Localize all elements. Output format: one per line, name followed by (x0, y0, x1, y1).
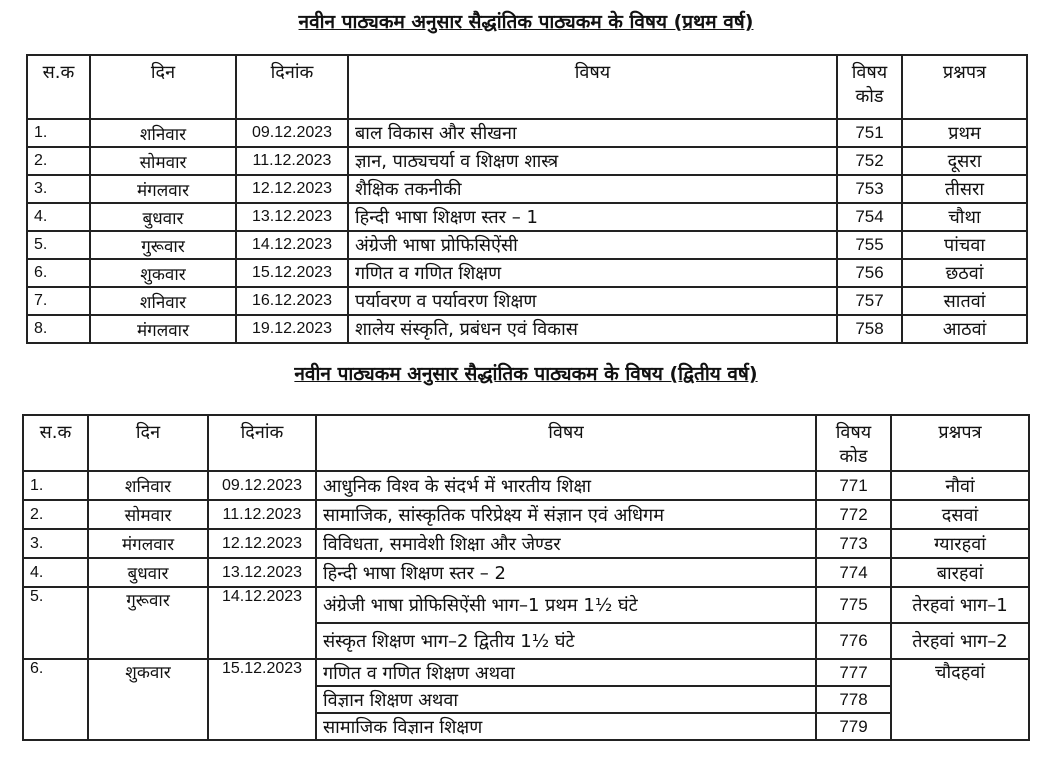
cell-day: सोमवार (90, 147, 236, 175)
cell-subject: गणित व गणित शिक्षण (348, 259, 837, 287)
cell-subject: हिन्दी भाषा शिक्षण स्तर – 1 (348, 203, 837, 231)
cell-day: शुकवार (88, 659, 208, 740)
cell-code: 752 (837, 147, 902, 175)
cell-paper: तेरहवां भाग–1 (891, 587, 1029, 623)
cell-code: 779 (816, 713, 891, 740)
cell-day: सोमवार (88, 500, 208, 529)
cell-subject: शैक्षिक तकनीकी (348, 175, 837, 203)
cell-date: 12.12.2023 (236, 175, 348, 203)
cell-paper: पांचवा (902, 231, 1027, 259)
table-row (23, 558, 1029, 587)
table-row (27, 203, 1027, 231)
cell-code: 778 (816, 686, 891, 713)
cell-code: 758 (837, 315, 902, 343)
cell-day: बुधवार (88, 558, 208, 587)
cell-sno: 7. (27, 287, 90, 315)
table-row (27, 315, 1027, 343)
cell-code: 777 (816, 659, 891, 686)
cell-paper: आठवां (902, 315, 1027, 343)
table-row (27, 231, 1027, 259)
table-row (23, 500, 1029, 529)
cell-sno: 3. (23, 529, 88, 558)
cell-day: शनिवार (90, 287, 236, 315)
table-row (23, 471, 1029, 500)
cell-code: 771 (816, 471, 891, 500)
header-date: दिनांक (208, 415, 316, 471)
cell-paper: छठवां (902, 259, 1027, 287)
header-code-line2: कोड (839, 446, 868, 467)
header-day: दिन (90, 55, 236, 119)
header-subject: विषय (348, 55, 837, 119)
header-code (837, 55, 902, 119)
cell-sno: 8. (27, 315, 90, 343)
cell-subject: संस्कृत शिक्षण भाग–2 द्वितीय 1½ घंटे (316, 623, 816, 659)
cell-code: 775 (816, 587, 891, 623)
header-date: दिनांक (236, 55, 348, 119)
cell-subject: गणित व गणित शिक्षण अथवा (316, 659, 816, 686)
cell-date: 15.12.2023 (208, 659, 316, 740)
cell-subject: ज्ञान, पाठ्यचर्या व शिक्षण शास्त्र (348, 147, 837, 175)
second-year-title: नवीन पाठ्यकम अनुसार सैद्धांतिक पाठ्यकम के विषय (द्वितीय वर्ष) (294, 363, 758, 385)
cell-date: 11.12.2023 (208, 500, 316, 529)
cell-code: 776 (816, 623, 891, 659)
table-row (27, 287, 1027, 315)
cell-subject: विविधता, समावेशी शिक्षा और जेण्डर (316, 529, 816, 558)
second-year-table (22, 414, 1030, 741)
cell-sno: 1. (23, 471, 88, 500)
cell-date: 11.12.2023 (236, 147, 348, 175)
table-row (27, 259, 1027, 287)
header-sno: स.क (27, 55, 90, 119)
cell-code: 755 (837, 231, 902, 259)
cell-day: मंगलवार (90, 315, 236, 343)
header-day: दिन (88, 415, 208, 471)
header-subject: विषय (316, 415, 816, 471)
table-row (27, 147, 1027, 175)
cell-subject: हिन्दी भाषा शिक्षण स्तर – 2 (316, 558, 816, 587)
table-row (23, 659, 1029, 686)
cell-date: 14.12.2023 (236, 231, 348, 259)
cell-day: शुकवार (90, 259, 236, 287)
cell-paper: चौथा (902, 203, 1027, 231)
cell-paper: ग्यारहवां (891, 529, 1029, 558)
cell-subject: विज्ञान शिक्षण अथवा (316, 686, 816, 713)
cell-day: शनिवार (90, 119, 236, 147)
cell-code: 757 (837, 287, 902, 315)
table-row (23, 529, 1029, 558)
cell-day: मंगलवार (88, 529, 208, 558)
cell-code: 754 (837, 203, 902, 231)
cell-paper: बारहवां (891, 558, 1029, 587)
cell-date: 12.12.2023 (208, 529, 316, 558)
cell-sno: 2. (23, 500, 88, 529)
cell-subject: शालेय संस्कृति, प्रबंधन एवं विकास (348, 315, 837, 343)
cell-date: 13.12.2023 (208, 558, 316, 587)
cell-code: 772 (816, 500, 891, 529)
cell-day: मंगलवार (90, 175, 236, 203)
cell-sno: 6. (23, 659, 88, 740)
header-paper: प्रश्नपत्र (891, 415, 1029, 471)
cell-paper: दसवां (891, 500, 1029, 529)
cell-code: 753 (837, 175, 902, 203)
cell-paper: प्रथम (902, 119, 1027, 147)
cell-day: गुरूवार (90, 231, 236, 259)
first-year-title: नवीन पाठ्यकम अनुसार सैद्धांतिक पाठ्यकम के विषय (प्रथम वर्ष) (298, 11, 754, 33)
header-sno: स.क (23, 415, 88, 471)
cell-sno: 5. (23, 587, 88, 659)
cell-date: 14.12.2023 (208, 587, 316, 659)
cell-day: बुधवार (90, 203, 236, 231)
cell-paper: चौदहवां (891, 659, 1029, 740)
cell-subject: बाल विकास और सीखना (348, 119, 837, 147)
cell-sno: 4. (23, 558, 88, 587)
cell-code: 773 (816, 529, 891, 558)
cell-code: 751 (837, 119, 902, 147)
table-row (27, 119, 1027, 147)
cell-code: 774 (816, 558, 891, 587)
first-year-table (26, 54, 1028, 344)
cell-paper: सातवां (902, 287, 1027, 315)
cell-date: 19.12.2023 (236, 315, 348, 343)
cell-day: शनिवार (88, 471, 208, 500)
cell-sno: 4. (27, 203, 90, 231)
cell-day: गुरूवार (88, 587, 208, 659)
cell-sno: 6. (27, 259, 90, 287)
cell-paper: तीसरा (902, 175, 1027, 203)
cell-paper: दूसरा (902, 147, 1027, 175)
cell-date: 13.12.2023 (236, 203, 348, 231)
cell-paper: तेरहवां भाग–2 (891, 623, 1029, 659)
cell-date: 15.12.2023 (236, 259, 348, 287)
cell-sno: 5. (27, 231, 90, 259)
cell-sno: 3. (27, 175, 90, 203)
cell-subject: आधुनिक विश्व के संदर्भ में भारतीय शिक्षा (316, 471, 816, 500)
header-code (816, 415, 891, 471)
cell-sno: 2. (27, 147, 90, 175)
cell-subject: अंग्रेजी भाषा प्रोफिसिऐंसी भाग–1 प्रथम 1½ घंटे (316, 587, 816, 623)
header-code-line2: कोड (855, 86, 884, 107)
table-header-row (23, 415, 1029, 471)
cell-subject: सामाजिक, सांस्कृतिक परिप्रेक्ष्य में संज्ञान एवं अधिगम (316, 500, 816, 529)
cell-date: 16.12.2023 (236, 287, 348, 315)
cell-subject: सामाजिक विज्ञान शिक्षण (316, 713, 816, 740)
table-row (27, 175, 1027, 203)
table-header-row (27, 55, 1027, 119)
table-row (23, 587, 1029, 623)
header-code-line1: विषय (835, 422, 872, 443)
cell-paper: नौवां (891, 471, 1029, 500)
cell-code: 756 (837, 259, 902, 287)
cell-subject: अंग्रेजी भाषा प्रोफिसिऐंसी (348, 231, 837, 259)
header-paper: प्रश्नपत्र (902, 55, 1027, 119)
cell-date: 09.12.2023 (208, 471, 316, 500)
cell-sno: 1. (27, 119, 90, 147)
cell-date: 09.12.2023 (236, 119, 348, 147)
cell-subject: पर्यावरण व पर्यावरण शिक्षण (348, 287, 837, 315)
header-code-line1: विषय (851, 62, 888, 83)
